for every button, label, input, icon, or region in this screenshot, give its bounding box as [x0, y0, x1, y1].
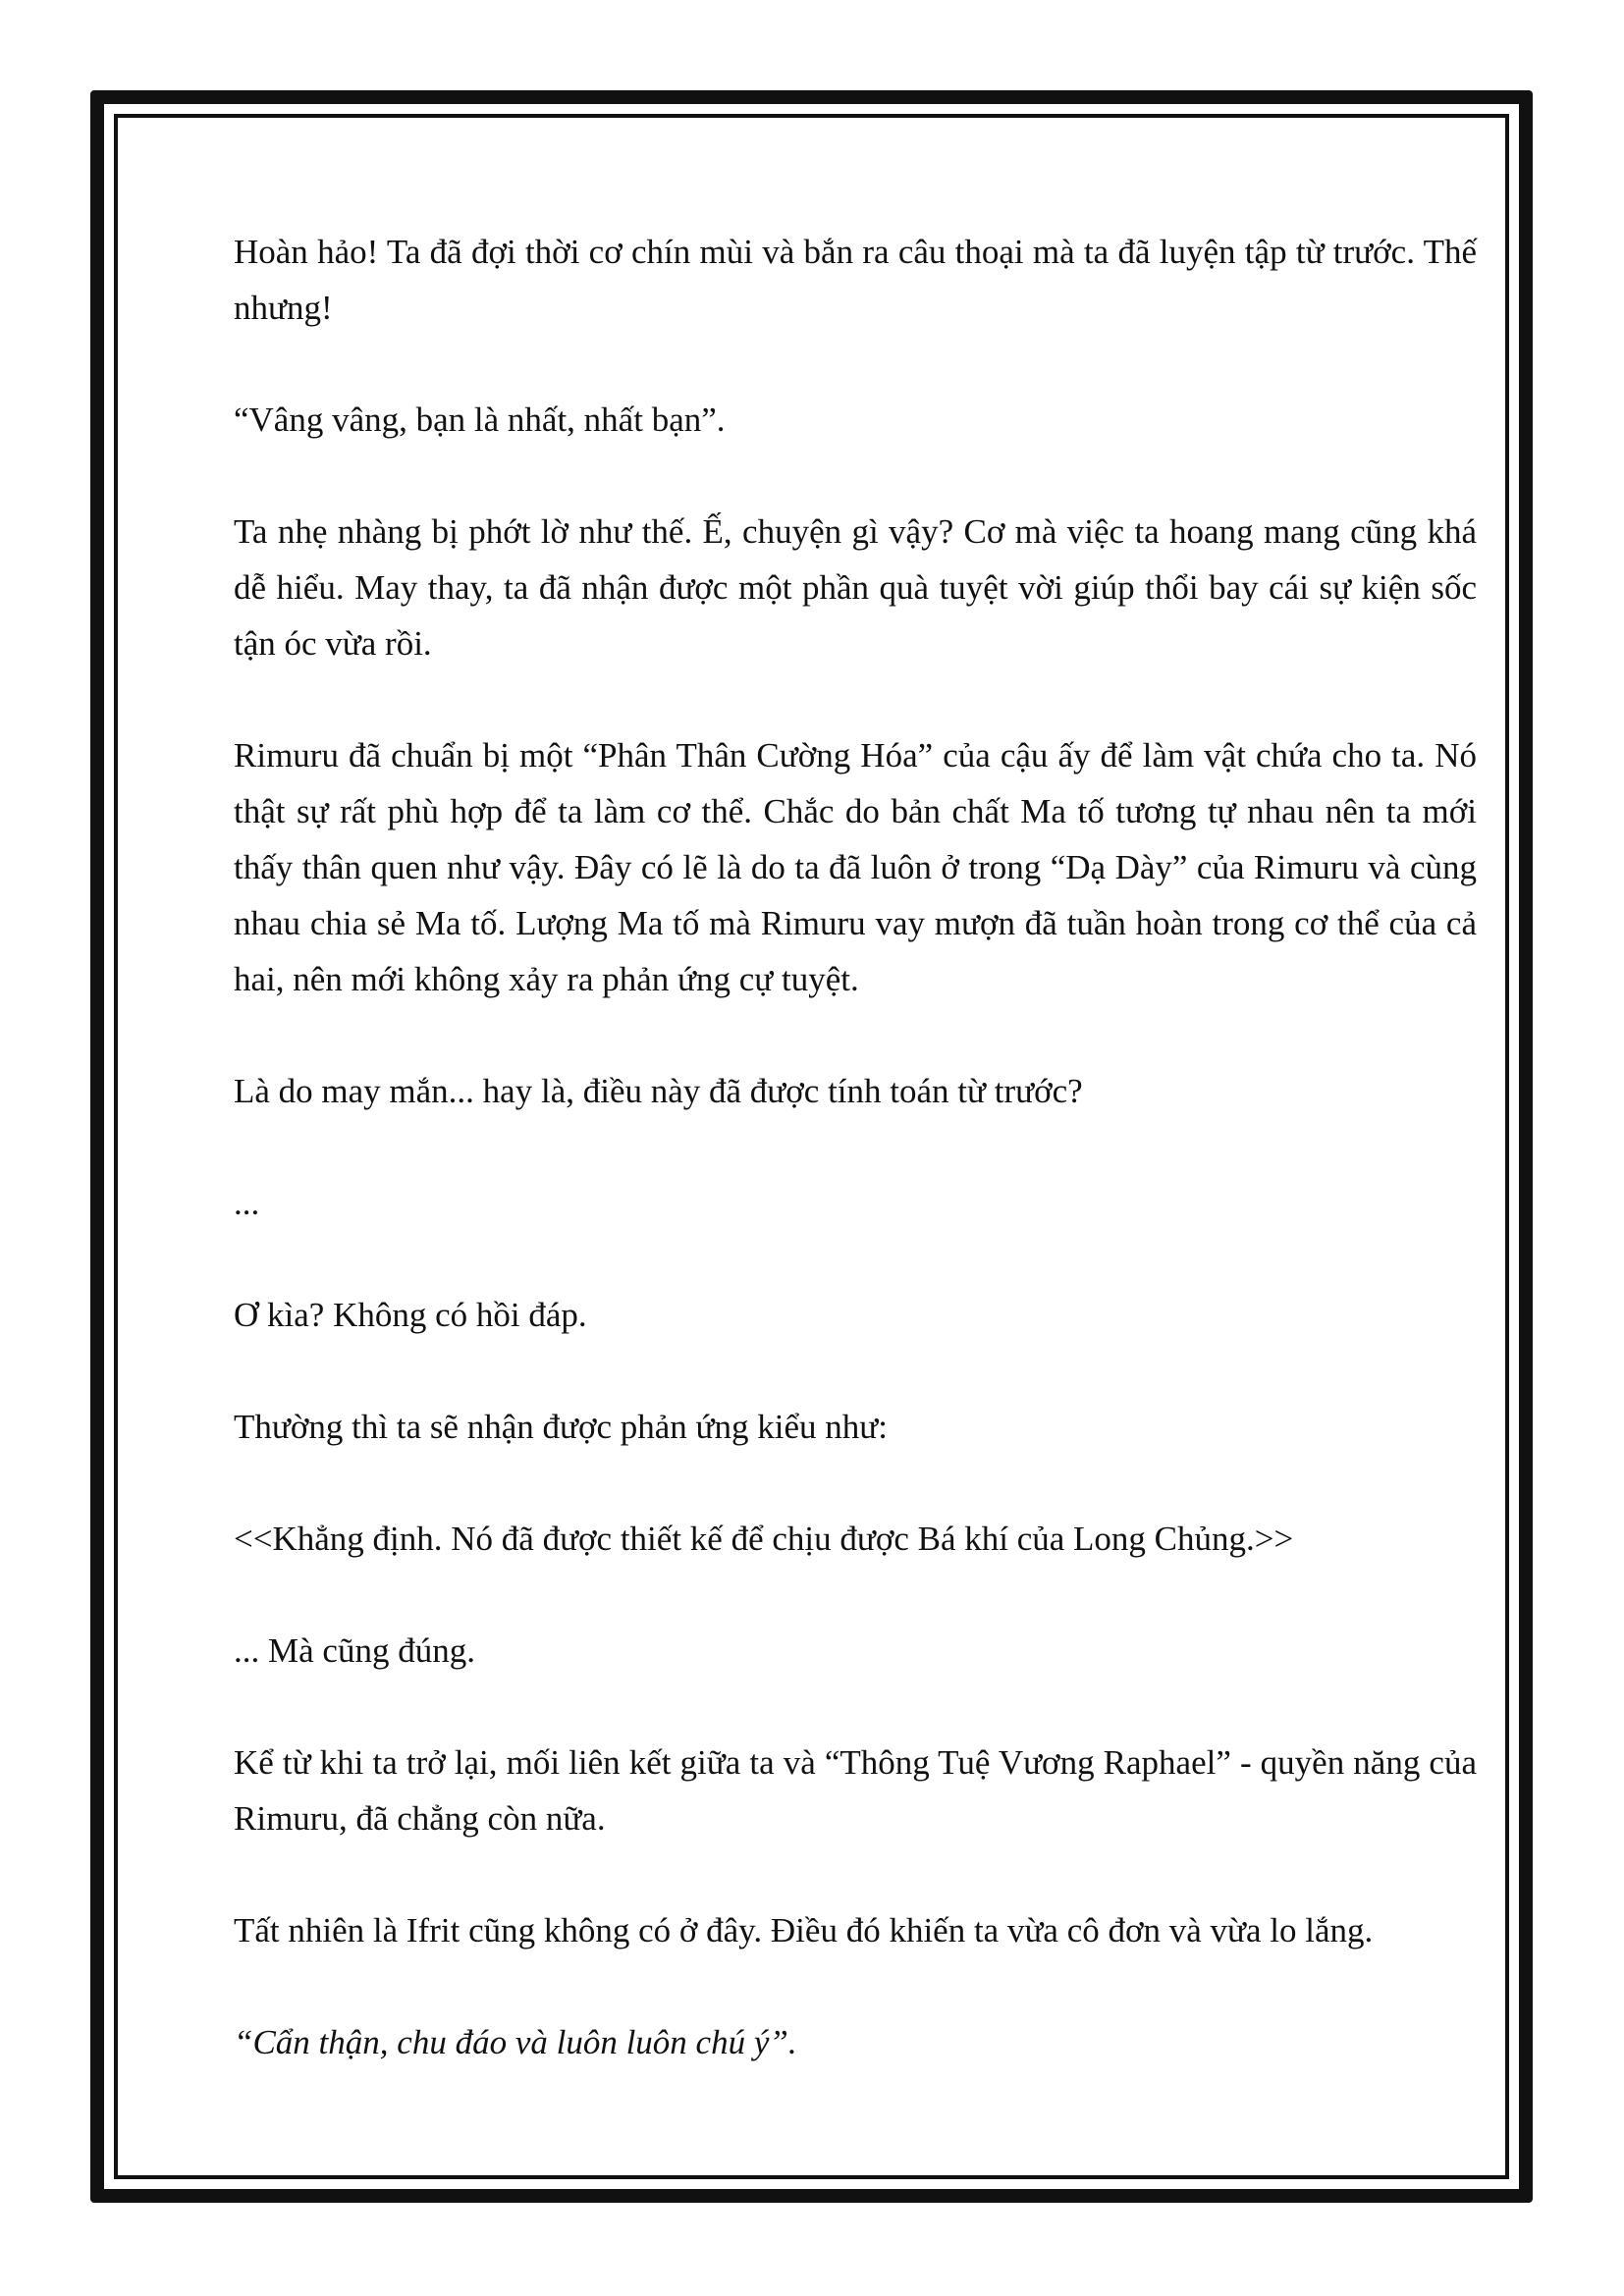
paragraph-3: Ta nhẹ nhàng bị phớt lờ như thế. Ế, chuyện gì vậy? Cơ mà việc ta hoang mang cũng khá dễ hiểu. May thay, ta đã nhận được một phần quà tuyệt vời giúp thổi bay cái sự kiện sốc tận óc vừa rồi.: [234, 512, 1477, 663]
paragraph-2: “Vâng vâng, bạn là nhất, nhất bạn”.: [234, 400, 726, 439]
paragraph-10: ... Mà cũng đúng.: [234, 1631, 475, 1670]
paragraph-9: <<Khẳng định. Nó đã được thiết kế để chịu được Bá khí của Long Chủng.>>: [234, 1520, 1294, 1558]
paragraph-5: Là do may mắn... hay là, điều này đã được tính toán từ trước?: [234, 1072, 1083, 1110]
paragraph-7: Ơ kìa? Không có hồi đáp.: [234, 1296, 587, 1334]
paragraph-8: Thường thì ta sẽ nhận được phản ứng kiểu như:: [234, 1408, 888, 1446]
paragraph-1: Hoàn hảo! Ta đã đợi thời cơ chín mùi và bắn ra câu thoại mà ta đã luyện tập từ trước. Thế nhưng!: [234, 233, 1477, 327]
page-body: [234, 224, 1477, 2070]
paragraph-4: Rimuru đã chuẩn bị một “Phân Thân Cường Hóa” của cậu ấy để làm vật chứa cho ta. Nó thật sự rất phù hợp để ta làm cơ thể. Chắc do bản chất Ma tố tương tự nhau nên ta mới thấy thân quen như vậy. Đây có lẽ là do ta đã luôn ở trong “Dạ Dày” của Rimuru và cùng nhau chia sẻ Ma tố. Lượng Ma tố mà Rimuru vay mượn đã tuần hoàn trong cơ thể của cả hai, nên mới không xảy ra phản ứng cự tuyệt.: [234, 736, 1477, 998]
paragraph-12: Tất nhiên là Ifrit cũng không có ở đây. Điều đó khiến ta vừa cô đơn và vừa lo lắng.: [234, 1911, 1374, 1949]
paragraph-11: Kể từ khi ta trở lại, mối liên kết giữa ta và “Thông Tuệ Vương Raphael” - quyền năng của Rimuru, đã chẳng còn nữa.: [234, 1743, 1477, 1838]
paragraph-13: “Cẩn thận, chu đáo và luôn luôn chú ý”.: [234, 2023, 797, 2061]
paragraph-6: ...: [234, 1184, 260, 1222]
